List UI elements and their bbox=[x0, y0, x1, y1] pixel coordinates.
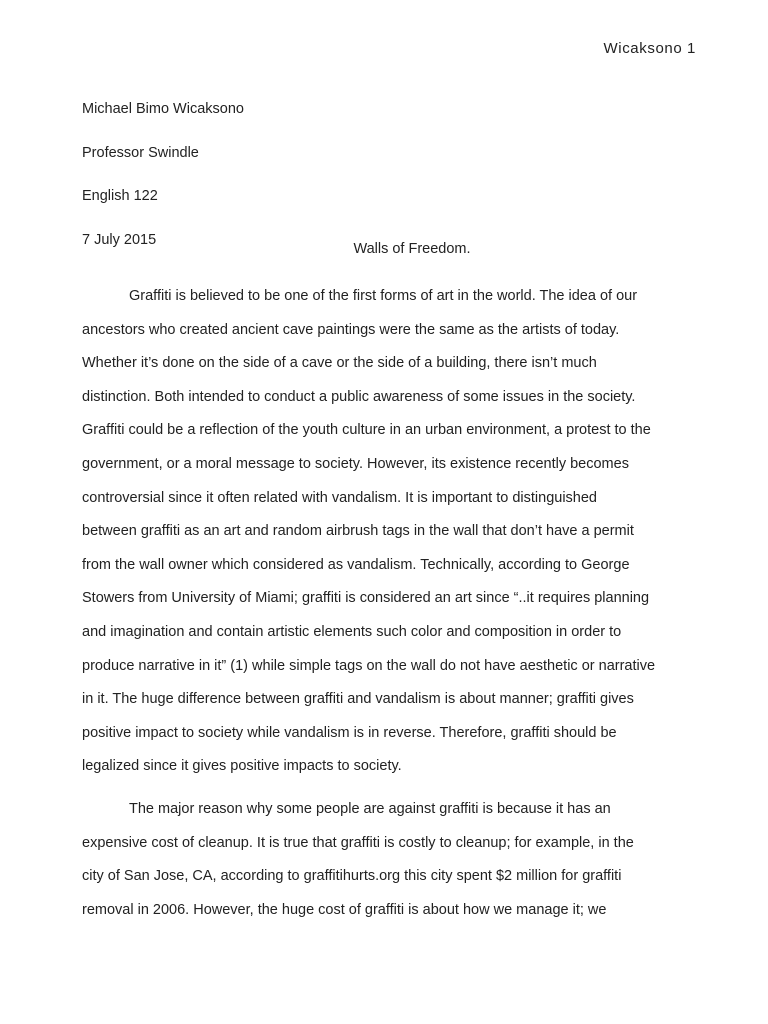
course-name: English 122 bbox=[82, 188, 158, 204]
paragraph-line: The major reason why some people are against graffiti is because it has an bbox=[129, 801, 611, 817]
paragraph-line: expensive cost of cleanup. It is true that graffiti is costly to cleanup; for example, in the bbox=[82, 834, 634, 851]
paragraph-line: Graffiti is believed to be one of the first forms of art in the world. The idea of our bbox=[129, 288, 638, 304]
paragraph-line: legalized since it gives positive impacts to society. bbox=[82, 758, 402, 775]
paragraph-line: controversial since it often related with vandalism. It is important to distinguished bbox=[82, 489, 597, 506]
paragraph-line: positive impact to society while vandalism is in reverse. Therefore, graffiti should be bbox=[82, 724, 617, 741]
essay-title: Walls of Freedom. bbox=[353, 241, 471, 257]
body-paragraph-1 bbox=[82, 280, 702, 784]
essay-date: 7 July 2015 bbox=[82, 231, 157, 248]
instructor-name: Professor Swindle bbox=[82, 144, 199, 161]
running-header: Wicaksono 1 bbox=[603, 40, 696, 57]
paragraph-line: government, or a moral message to society. However, its existence recently becomes bbox=[82, 455, 629, 472]
paragraph-line: removal in 2006. However, the huge cost of graffiti is about how we manage it; we bbox=[82, 901, 607, 918]
paragraph-line: distinction. Both intended to conduct a public awareness of some issues in the society. bbox=[82, 388, 636, 405]
paragraph-line: produce narrative in it” (1) while simple tags on the wall do not have aesthetic or narrative bbox=[82, 657, 656, 674]
author-name: Michael Bimo Wicaksono bbox=[82, 101, 244, 117]
paragraph-line: ancestors who created ancient cave paintings were the same as the artists of today. bbox=[82, 321, 620, 338]
mla-heading bbox=[82, 88, 702, 262]
paragraph-line: in it. The huge difference between graffiti and vandalism is about manner; graffiti gives bbox=[82, 691, 634, 708]
paragraph-line: Whether it’s done on the side of a cave or the side of a building, there isn’t much bbox=[82, 355, 597, 372]
paragraph-line: between graffiti as an art and random airbrush tags in the wall that don’t have a permit bbox=[82, 523, 634, 540]
paragraph-line: and imagination and contain artistic elements such color and composition in order to bbox=[82, 623, 622, 640]
paragraph-line: city of San Jose, CA, according to graffitihurts.org this city spent $2 million for graffiti bbox=[82, 868, 622, 885]
paragraph-line: from the wall owner which considered as vandalism. Technically, according to George bbox=[82, 556, 630, 573]
body-paragraph-2 bbox=[82, 793, 702, 927]
paragraph-line: Graffiti could be a reflection of the youth culture in an urban environment, a protest to the bbox=[82, 422, 651, 439]
paragraph-line: Stowers from University of Miami; graffiti is considered an art since “..it requires planning bbox=[82, 590, 650, 607]
